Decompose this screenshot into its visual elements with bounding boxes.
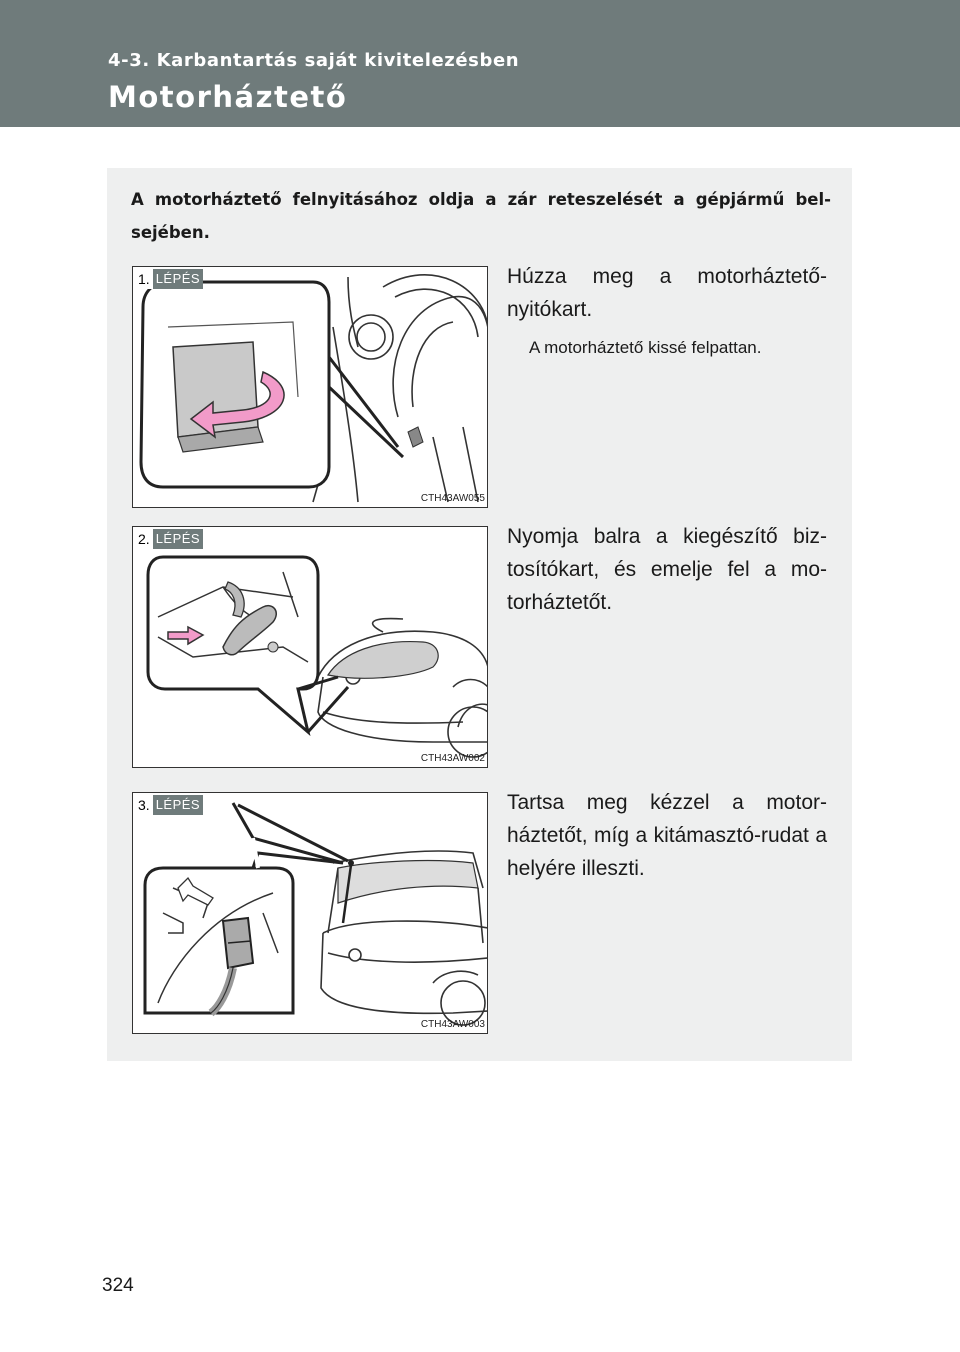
safety-catch-illustration bbox=[133, 527, 487, 767]
step-3-number: 3. bbox=[135, 795, 153, 815]
intro-text: A motorháztető felnyitásához oldja a zár reteszelését a gépjármű bel-sejében. bbox=[131, 190, 831, 242]
step-1-badge-label: LÉPÉS bbox=[153, 269, 203, 289]
step-1-number: 1. bbox=[135, 269, 153, 289]
step-1-figure-code: CTH43AW055 bbox=[420, 493, 485, 504]
step-2-badge bbox=[135, 529, 203, 549]
step-3-figure bbox=[132, 792, 488, 1034]
page-title: Motorháztető bbox=[108, 80, 348, 114]
step-3-text: Tartsa meg kézzel a motor-háztetőt, míg a kitámasztó-rudat a helyére illeszti. bbox=[507, 791, 827, 880]
step-2-number: 2. bbox=[135, 529, 153, 549]
step-2-badge-label: LÉPÉS bbox=[153, 529, 203, 549]
step-2-text: Nyomja balra a kiegészítő biz-tosítókart, és emelje fel a mo-torháztetőt. bbox=[507, 525, 827, 614]
page-number: 324 bbox=[102, 1275, 134, 1296]
step-1-figure bbox=[132, 266, 488, 508]
chapter-header bbox=[0, 0, 960, 127]
section-label: 4-3. Karbantartás saját kivitelezésben bbox=[108, 50, 520, 71]
support-rod-illustration bbox=[133, 793, 487, 1033]
hood-lever-illustration bbox=[133, 267, 487, 507]
step-1-note: A motorháztető kissé felpattan. bbox=[529, 338, 762, 357]
step-1-badge bbox=[135, 269, 203, 289]
step-3-badge-label: LÉPÉS bbox=[153, 795, 203, 815]
step-3-badge bbox=[135, 795, 203, 815]
step-1-text: Húzza meg a motorháztető-nyitókart. bbox=[507, 265, 827, 321]
step-3-figure-code: CTH43AW003 bbox=[420, 1019, 485, 1030]
step-2-figure-code: CTH43AW002 bbox=[420, 753, 485, 764]
step-2-figure bbox=[132, 526, 488, 768]
